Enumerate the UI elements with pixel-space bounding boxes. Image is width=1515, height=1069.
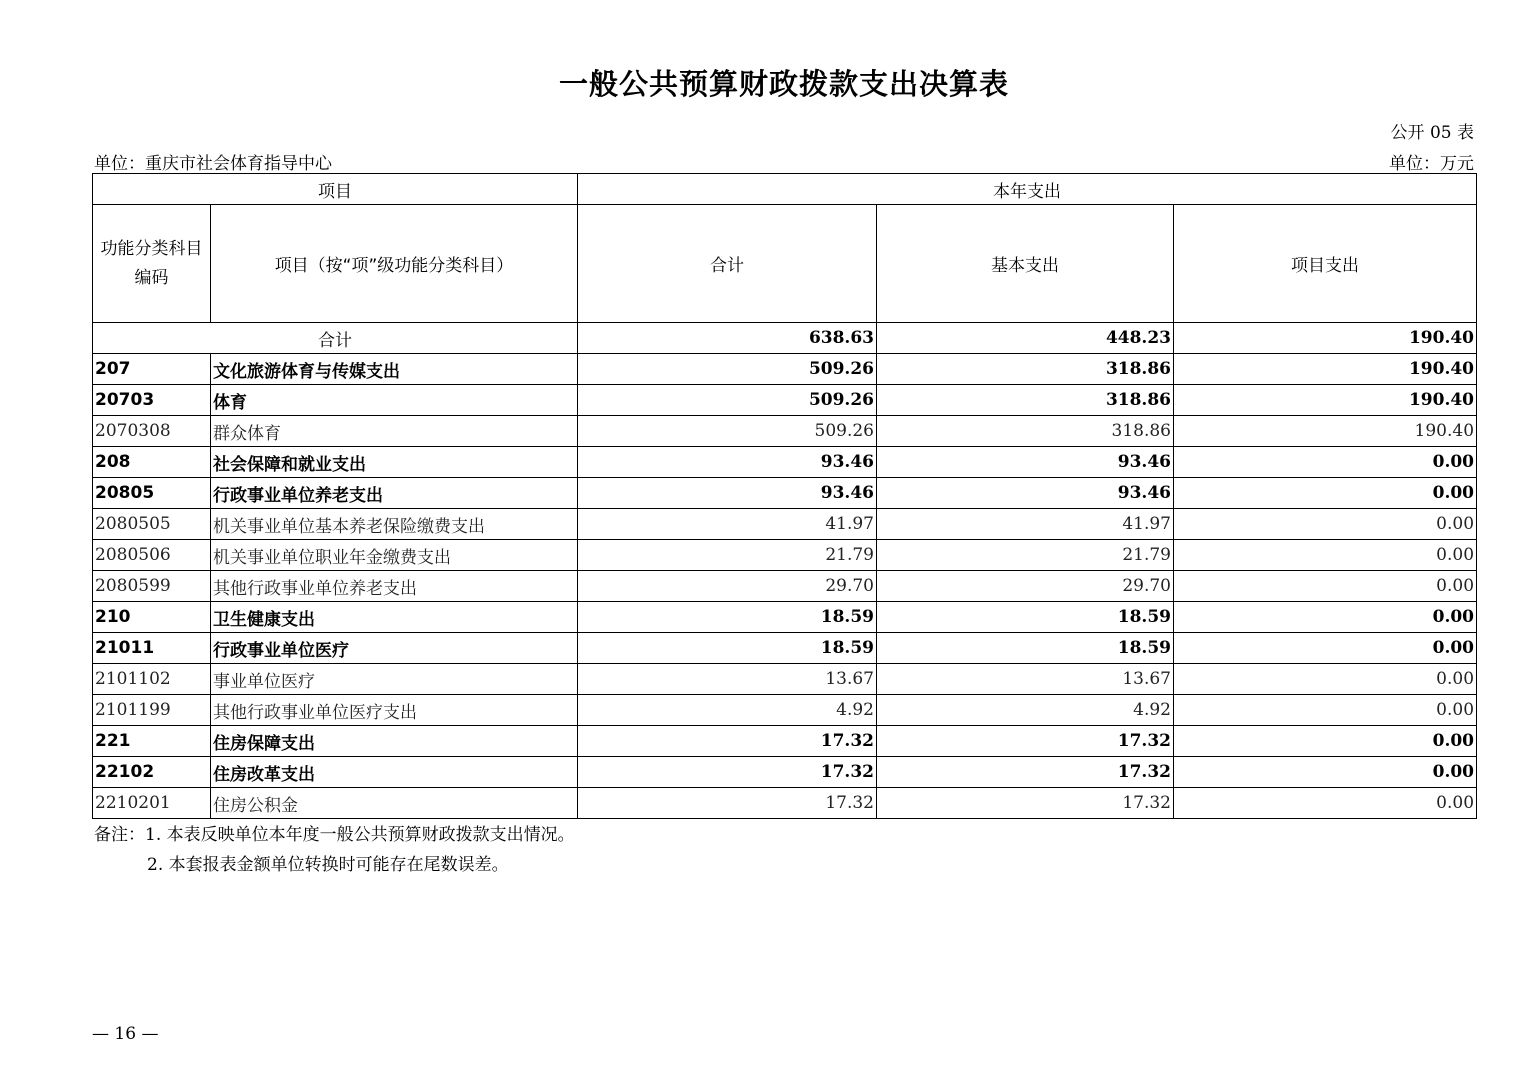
row-basic: 93.46	[877, 447, 1174, 478]
header-name: 项目（按“项”级功能分类科目）	[211, 205, 578, 323]
row-name: 住房保障支出	[211, 726, 578, 757]
row-code: 20805	[93, 478, 211, 509]
row-name: 行政事业单位养老支出	[211, 478, 578, 509]
row-name: 机关事业单位职业年金缴费支出	[211, 540, 578, 571]
row-project: 190.40	[1174, 385, 1477, 416]
row-total: 21.79	[578, 540, 877, 571]
row-basic: 21.79	[877, 540, 1174, 571]
table-row	[93, 447, 1477, 478]
table-row	[93, 416, 1477, 447]
row-basic: 4.92	[877, 695, 1174, 726]
row-name: 其他行政事业单位医疗支出	[211, 695, 578, 726]
row-name: 社会保障和就业支出	[211, 447, 578, 478]
table-row	[93, 757, 1477, 788]
row-name: 行政事业单位医疗	[211, 633, 578, 664]
header-code: 功能分类科目编码	[93, 205, 211, 323]
row-name: 住房改革支出	[211, 757, 578, 788]
row-total: 17.32	[578, 757, 877, 788]
row-code: 2101199	[93, 695, 211, 726]
total-project: 190.40	[1174, 323, 1477, 354]
table-row	[93, 664, 1477, 695]
row-total: 509.26	[578, 354, 877, 385]
row-basic: 13.67	[877, 664, 1174, 695]
table-row	[93, 354, 1477, 385]
row-basic: 17.32	[877, 726, 1174, 757]
header-basic: 基本支出	[877, 205, 1174, 323]
row-project: 0.00	[1174, 757, 1477, 788]
row-project: 190.40	[1174, 416, 1477, 447]
row-project: 0.00	[1174, 633, 1477, 664]
row-code: 2210201	[93, 788, 211, 819]
row-name: 体育	[211, 385, 578, 416]
row-code: 2101102	[93, 664, 211, 695]
row-total: 93.46	[578, 478, 877, 509]
row-total: 13.67	[578, 664, 877, 695]
row-total: 509.26	[578, 416, 877, 447]
row-code: 22102	[93, 757, 211, 788]
row-code: 2070308	[93, 416, 211, 447]
table-row	[93, 540, 1477, 571]
table-row	[93, 571, 1477, 602]
row-project: 0.00	[1174, 478, 1477, 509]
row-total: 17.32	[578, 726, 877, 757]
row-project: 190.40	[1174, 354, 1477, 385]
row-project: 0.00	[1174, 540, 1477, 571]
row-total: 4.92	[578, 695, 877, 726]
row-code: 207	[93, 354, 211, 385]
row-code: 210	[93, 602, 211, 633]
expenditure-table	[92, 173, 1477, 819]
row-total: 18.59	[578, 633, 877, 664]
row-name: 事业单位医疗	[211, 664, 578, 695]
row-project: 0.00	[1174, 664, 1477, 695]
row-project: 0.00	[1174, 447, 1477, 478]
header-project: 项目支出	[1174, 205, 1477, 323]
table-row	[93, 788, 1477, 819]
row-basic: 93.46	[877, 478, 1174, 509]
row-code: 20703	[93, 385, 211, 416]
total-basic: 448.23	[877, 323, 1174, 354]
page-title: 一般公共预算财政拨款支出决算表	[558, 67, 1009, 101]
row-total: 509.26	[578, 385, 877, 416]
table-row	[93, 478, 1477, 509]
row-project: 0.00	[1174, 695, 1477, 726]
row-basic: 18.59	[877, 602, 1174, 633]
row-total: 29.70	[578, 571, 877, 602]
table-row	[93, 509, 1477, 540]
row-code: 2080506	[93, 540, 211, 571]
table-row	[93, 602, 1477, 633]
notes	[94, 820, 575, 880]
form-number: 公开 05 表	[1390, 123, 1474, 143]
row-basic: 17.32	[877, 788, 1174, 819]
row-name: 机关事业单位基本养老保险缴费支出	[211, 509, 578, 540]
reporting-unit: 单位：重庆市社会体育指导中心	[94, 154, 332, 174]
header-current-year: 本年支出	[578, 174, 1477, 205]
page-number: — 16 —	[92, 1024, 159, 1044]
row-project: 0.00	[1174, 509, 1477, 540]
row-code: 2080505	[93, 509, 211, 540]
total-sum: 638.63	[578, 323, 877, 354]
note-line-2: 2. 本套报表金额单位转换时可能存在尾数误差。	[147, 855, 509, 875]
row-name: 其他行政事业单位养老支出	[211, 571, 578, 602]
row-total: 93.46	[578, 447, 877, 478]
row-basic: 318.86	[877, 416, 1174, 447]
row-project: 0.00	[1174, 788, 1477, 819]
row-name: 文化旅游体育与传媒支出	[211, 354, 578, 385]
table-body	[93, 174, 1477, 819]
row-code: 2080599	[93, 571, 211, 602]
row-basic: 17.32	[877, 757, 1174, 788]
row-project: 0.00	[1174, 571, 1477, 602]
row-total: 17.32	[578, 788, 877, 819]
note-line-1: 备注：1. 本表反映单位本年度一般公共预算财政拨款支出情况。	[94, 825, 575, 845]
row-basic: 29.70	[877, 571, 1174, 602]
row-code: 21011	[93, 633, 211, 664]
total-row	[93, 323, 1477, 354]
header-row-sub	[93, 205, 1477, 323]
row-total: 41.97	[578, 509, 877, 540]
row-project: 0.00	[1174, 726, 1477, 757]
row-basic: 41.97	[877, 509, 1174, 540]
row-name: 住房公积金	[211, 788, 578, 819]
row-basic: 318.86	[877, 354, 1174, 385]
table-row	[93, 726, 1477, 757]
table-row	[93, 695, 1477, 726]
header-item: 项目	[93, 174, 578, 205]
header-row-top	[93, 174, 1477, 205]
row-project: 0.00	[1174, 602, 1477, 633]
table-row	[93, 385, 1477, 416]
row-basic: 18.59	[877, 633, 1174, 664]
row-name: 卫生健康支出	[211, 602, 578, 633]
row-total: 18.59	[578, 602, 877, 633]
total-label: 合计	[93, 323, 578, 354]
row-code: 221	[93, 726, 211, 757]
row-code: 208	[93, 447, 211, 478]
row-basic: 318.86	[877, 385, 1174, 416]
currency-unit: 单位：万元	[1389, 154, 1474, 174]
table-row	[93, 633, 1477, 664]
header-total: 合计	[578, 205, 877, 323]
row-name: 群众体育	[211, 416, 578, 447]
